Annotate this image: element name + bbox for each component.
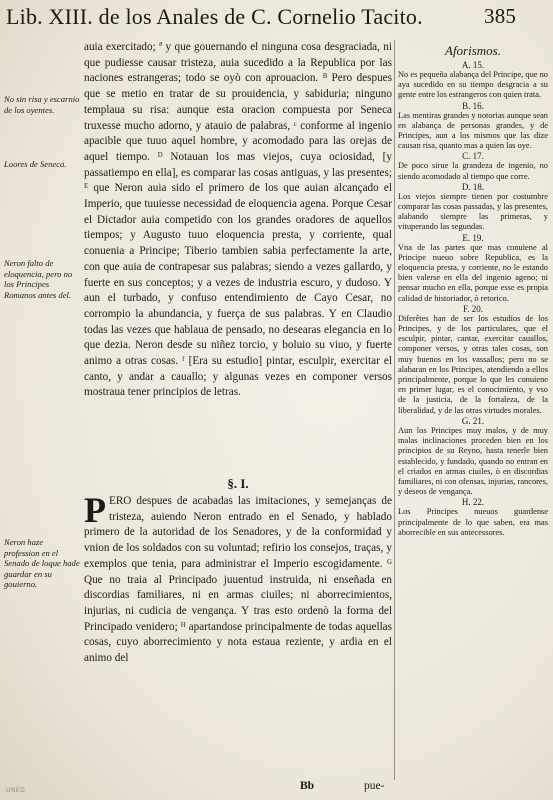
main-text-column xyxy=(84,40,392,667)
aphorism-text: Aun los Principes muy malos, y de muy malas inclinaciones proceden bien en los principios de su Reyno, hasta tenerle bien establecido, y fundado, quando no entran en el criados en armas ciuiles, ò en discordias familiares, ni con ofensas, injurias, rancores, y deseos de vengança. xyxy=(398,425,548,497)
aphorism-label: A. 15. xyxy=(461,60,485,70)
paragraph-2-text: ERO despues de acabadas las imitaciones, y semejanças de tristeza, auiendo Neron entrado en el Senado, y hablado primero de la autoridad de los Senadores, y de la conformidad y vnion de los soldados con su voluntad; refirio los consejos, traças, y exemplos que tenia, para administrar el Imperio escogidamente. ᴳ Que no traia al Principado juuentud instruida, ni enseñada en discordias familiares, ni en armas ciuiles; ni aborrecimientos, injurias, ni cudicia de vengança. Y tras esto ordenò la forma del Principado venidero; ᴴ apartandose principalmente de todas aquellas cosas, cuyo aborrecimiento y nota estaua reziente, y ardia en el animo del xyxy=(84,495,392,665)
aphorism-label: C. 17. xyxy=(462,151,484,162)
aphorism-item xyxy=(398,304,548,416)
aphorism-label: G. 21. xyxy=(461,415,485,426)
drop-capital: P xyxy=(84,490,106,530)
aphorism-item xyxy=(398,416,548,497)
aphorism-item xyxy=(398,497,548,538)
aphorism-label: H. 22. xyxy=(461,497,485,508)
sidenote-eloquencia: Neron falto de eloquencia, pero no los Principes Romanos antes del. xyxy=(4,258,73,300)
aphorism-label: D. 18. xyxy=(461,181,485,192)
aphorism-text: Los Principes nueuos guardense principalmente de lo que saben, era mas aborrecible en sus antecessores. xyxy=(398,507,548,537)
paragraph-2 xyxy=(84,490,392,667)
aphorism-text: No es pequeña alabança del Principe, que no aya sucedido en su tiempo desgracia a su gente entre los estrangeros con quien trata. xyxy=(398,70,548,100)
page-number: 385 xyxy=(484,4,517,28)
aphorism-item xyxy=(398,182,548,233)
aphorism-item xyxy=(398,233,548,304)
paragraph-1: auia exercitado; ª y que gouernando el ninguna cosa desgraciada, ni que pudiesse causar tristeza, auia sucedido a la Republica por las naciones estrangeras; todo se oyò con aprouacion. ᴮ Pero despues que se metio en tratar de su prouidencia, y sabiduria; ninguno templaua su risa: aunque esta oracion compuesta por Seneca truxesse mucho adorno, y atauio de palabras, ᶜ conforme al ingenio apacible que tuuo aquel hombre, y acomodado para las orejas de aquel tiempo. ᴰ Notauan los mas viejos, cuya ociosidad, [y passatiempo en ella], es comparar las cosas antiguas, y las presentes; ᴱ que Neron auia sido el primero de los que auian alcançado el Imperio, que tuuiesse necessidad de eloquencia agena. Porque Cesar el Dictador auia competido con los grandes oradores de aquellos tiempos; y Augusto tuuo eloquencia presta, y corriente, qual conuenia a Principe; Tiberio tambien sabia perfectamente la arte, con que auia de contrapesar sus palabras; siendo a vezes gallardo, y fuerte en sus conceptos; y a vezes de industria escuro, y dudoso. Y aun el turbado, y confuso entendimiento de Cayo Cesar, no corrompio la abundancia, y fuerça de sus palabras. Y en Claudio todas las vezes que hablaua de pensado, no desearas elegancia en lo que dezia. Neron desde su niñez torcio, y boluio su viuo, y fuerte animo a otras cosas. ᶠ [Era su estudio] pintar, esculpir, exercitar el canto, y andar a cauallo; y algunas vezes en componer versos mostraua tener principios de letras. xyxy=(84,41,392,399)
aphorism-text: De poco sirue la grandeza de ingenio, no siendo acomodado al tiempo que corre. xyxy=(398,161,548,181)
aphorism-text: Los viejos siempre tienen por costumbre comparar las cosas passadas, y las presentes, alabando siempre las primeras, y vituperando las segundas. xyxy=(398,191,548,232)
library-stamp: UNED xyxy=(6,787,26,794)
section-heading: §. I. xyxy=(227,476,249,491)
aphorism-item xyxy=(398,101,548,152)
aphorisms-column xyxy=(398,42,548,538)
aphorism-label: B. 16. xyxy=(462,100,484,111)
signature-mark: Bb xyxy=(300,780,315,792)
sidenote-seneca: Loores de Seneca. xyxy=(4,159,67,169)
aphorism-label: E. 19. xyxy=(462,232,484,243)
aphorisms-heading: Aforismos. xyxy=(445,43,501,58)
aphorism-text: Diferêtes han de ser los estudios de los Principes, y de los particulares, que el esculpir, pintar, cantar, exercitar cauallos, componer versos, y otras tales cosas, son muy buenos en los vassallos; pero no se alabaran en los Principes, atendiendo a ellos principalmente, porque lo que les conuiene en primer lugar, es el conocimiento, y vso de la justicia, de la fortaleza, de la liberalidad, y de las otras virtudes morales. xyxy=(398,313,548,415)
column-divider xyxy=(394,40,395,780)
catchword: pue- xyxy=(364,780,385,792)
running-title: Lib. XIII. de los Anales de C. Cornelio Tacito. xyxy=(6,4,423,29)
aphorism-item xyxy=(398,151,548,181)
aphorism-item xyxy=(398,60,548,101)
sidenote-risa: No sin risa y escarnio de los oyentes. xyxy=(4,94,80,115)
running-header xyxy=(6,4,517,34)
aphorism-label: F. 20. xyxy=(462,303,484,314)
aphorism-text: Vna de las partes que mas conuiene al Principe nueuo sobre Republica, es la eloquencia presta, y corriente, no le estando bien valerse en ella del ingenio ageno; ni pensar mucho en ella, porque esse es propia calidad de historiador, ò retorico. xyxy=(398,242,548,303)
sidenote-senado: Neron haze profession en el Senado de loque hade guardar en su gouierno. xyxy=(4,537,80,590)
aphorism-text: Las mentiras grandes y notorias aunque sean en alabança de personas grandes, y de Principes, aun a los mismos que las dize causan risa, quanto mas a quien las oye. xyxy=(398,110,548,151)
